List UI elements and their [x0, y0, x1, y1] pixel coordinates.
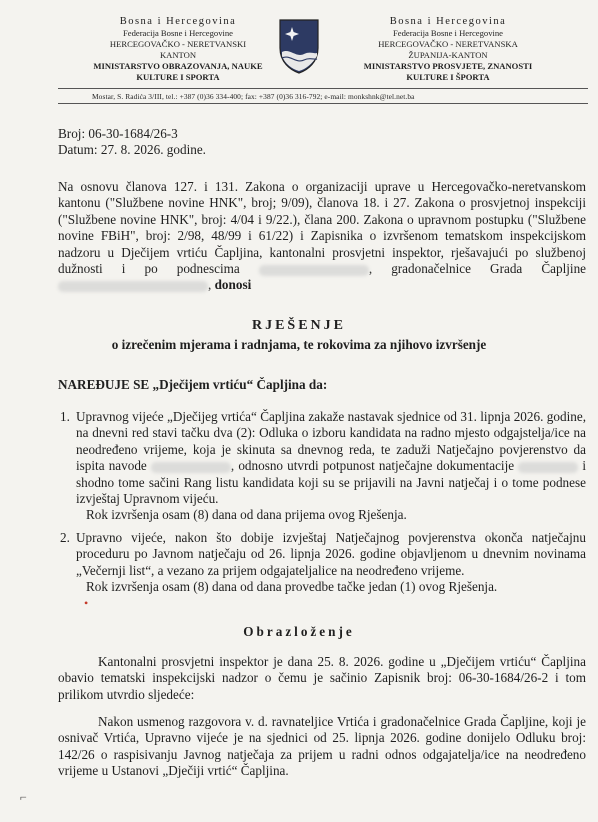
order-item-2-deadline: Rok izvršenja osam (8) dana od dana provedbe tačke jedan (1) ovog Rješenja.: [86, 579, 498, 594]
redacted-name: [58, 281, 208, 292]
letterhead-left-ministry-2: KULTURE I SPORTA: [136, 72, 220, 82]
reasoning-heading: Obrazloženje: [243, 624, 355, 639]
order-item-2-text: Upravno vijeće, nakon što dobije izvještaj Natječajnog povjerenstva okonča natječajnu proceduru po Javnom natječaju od 26. lipnja 2026. godine objavljenom u dnevnim novinama „Večernji list“, a vezano za prijem odgajateljalice na neodređeno vrijeme.: [76, 530, 586, 578]
letterhead-contact: Mostar, S. Radića 3/III, tel.: +387 (0)36 334-400; fax: +387 (0)36 316-792; e-mail: monkshnk@tel.net.ba: [92, 92, 415, 101]
redacted-name: [259, 265, 369, 276]
letterhead-left: [78, 16, 278, 83]
order-item-1-number: 1.: [60, 409, 70, 424]
letterhead-right: [348, 16, 548, 83]
canton-crest-icon: [278, 18, 320, 74]
reasoning-paragraph-2: Nakon usmenog razgovora v. d. ravnateljice Vrtića i gradonačelnice Grada Čapljine, koji je osnivač Vrtića, Upravno vijeće je na sjednici od 25. lipnja 2026. godine donijelo Odluku broj: 142/26 o raspisivanju Javnog natječaja za prijem u radni odnos odgajatelja/ice na neodređeno vrijeme u Ustanovi „Dječiji vrtić“ Čapljina.: [58, 714, 586, 779]
decision-subtitle: o izrečenim mjerama i radnjama, te rokovima za njihovo izvršenje: [111, 337, 487, 352]
intro-donosi: donosi: [214, 277, 252, 293]
letterhead-left-ministry: MINISTARSTVO OBRAZOVANJA, NAUKE: [93, 61, 263, 71]
letterhead-right-canton-2: ŽUPANIJA-KANTON: [408, 50, 488, 60]
pen-mark: •: [84, 596, 89, 610]
redacted-name: [518, 462, 578, 473]
order-item-2: [60, 530, 586, 579]
letterhead-right-ministry: MINISTARSTVO PROSVJETE, ZNANOSTI: [363, 61, 533, 71]
order-heading: NAREĐUJE SE „Dječijem vrtiću“ Čapljina da:: [58, 377, 328, 392]
document-number: Broj: 06-30-1684/26-3: [58, 126, 178, 141]
order-item-1-text-2: odnosno utvrdi potpunost natječajne dokumentacije: [238, 458, 515, 474]
letterhead-left-canton-2: KANTON: [159, 50, 197, 60]
decision-title: RJEŠENJE: [251, 318, 347, 333]
letterhead-rule-bottom: [58, 103, 588, 104]
letterhead-left-federation: Federacija Bosne i Hercegovine: [122, 28, 233, 38]
order-item-2-number: 2.: [60, 530, 70, 545]
intro-text-2: gradonačelnice Grada Čapljine: [391, 261, 587, 277]
order-item-1-text-3: i shodno tome sačini Rang listu kandidata koji su se prijavili na Javni natječaj i o tome podnese izvještaj Upravnom vijeću.: [76, 458, 587, 507]
letterhead-right-canton: HERCEGOVAČKO - NERETVANSKA: [378, 39, 518, 49]
letterhead-right-federation: Federacija Bosne i Hercegovine: [392, 28, 503, 38]
order-item-1: 1. Upravnog vijeće „Dječijeg vrtića“ Čapljina zakaže nastavak sjednice od 31. lipnja 2026. godine, na dnevni red stavi tačku dva (2): Odluka o izboru kandidata na radno mjesto odgajstelja/ice na neodređeno vrijeme, koja je skinuta sa dnevnog reda, te zaduži Natječajno povjerenstvo da ispita navode , odnosno utvrdi potpunost natječajne dokumentacije i shodno tome sačini Rang listu kandidata koji su se prijavili na Javni natječaj i o tome podnese izvještaj Upravnom vijeću.: [60, 409, 587, 507]
margin-mark: ⌐: [20, 790, 27, 804]
letterhead-right-country: Bosna i Hercegovina: [389, 16, 507, 27]
intro-text: Na osnovu članova 127. i 131. Zakona o organizaciji uprave u Hercegovačko-neretvanskom kantonu ("Službene novine HNK", broj; 9/09), članova 18. i 27. Zakona o prosvjetnoj inspekciji ("Službene novine HNK", broj: 4/04 i 9/22.), člana 200. Zakona o upravnom postupku ("Službene novine FBiH", broj: 2/98, 48/99 i 61/22) i Zapisnika o izvršenom tematskom inspekcijskom nadzoru u Dječijem vrtiću Čapljina, kantonalni prosvjetni inspektor, rješavajući po službenoj dužnosti i po podnescima: [58, 179, 586, 277]
letterhead-left-country: Bosna i Hercegovina: [119, 16, 237, 27]
letterhead-rule-top: [58, 88, 588, 89]
intro-paragraph: Na osnovu članova 127. i 131. Zakona o organizaciji uprave u Hercegovačko-neretvanskom kantonu ("Službene novine HNK", broj; 9/09), članova 18. i 27. Zakona o prosvjetnoj inspekciji ("Službene novine HNK", broj: 4/04 i 9/22.), člana 200. Zakona o upravnom postupku ("Službene novine FBiH", broj: 2/98, 48/99 i 61/22) i Zapisnika o izvršenom tematskom inspekcijskom nadzoru u Dječijem vrtiću Čapljina, kantonalni prosvjetni inspektor, rješavajući po službenoj dužnosti i po podnescima , gradonačelnice Grada Čapljine , donosi: [58, 179, 587, 293]
reasoning-paragraph-1: Kantonalni prosvjetni inspektor je dana 25. 8. 2026. godine u „Dječijem vrtiću“ Čapljina obavio tematski inspekcijski nadzor o čemu je sačinio Zapisnik broj: 06-30-1684/26-2 i tom prilikom utvrdio sljedeće:: [58, 654, 586, 702]
letterhead-right-ministry-2: KULTURE I ŠPORTA: [406, 72, 490, 82]
order-item-1-text: Upravnog vijeće „Dječijeg vrtića“ Čapljina zakaže nastavak sjednice od 31. lipnja 2026. godine, na dnevni red stavi tačku dva (2): Odluka o izboru kandidata na radno mjesto odgajstelja/ice na neodređeno vrijeme, koja je skinuta sa dnevnog reda, te zaduži Natječajno povjerenstvo da ispita navode: [76, 409, 586, 474]
order-item-1-deadline: Rok izvršenja osam (8) dana od dana prijema ovog Rješenja.: [86, 507, 407, 522]
document-date: Datum: 27. 8. 2026. godine.: [58, 142, 206, 157]
redacted-name: [151, 462, 231, 473]
letterhead-left-canton: HERCEGOVAČKO - NERETVANSKI: [109, 39, 247, 49]
